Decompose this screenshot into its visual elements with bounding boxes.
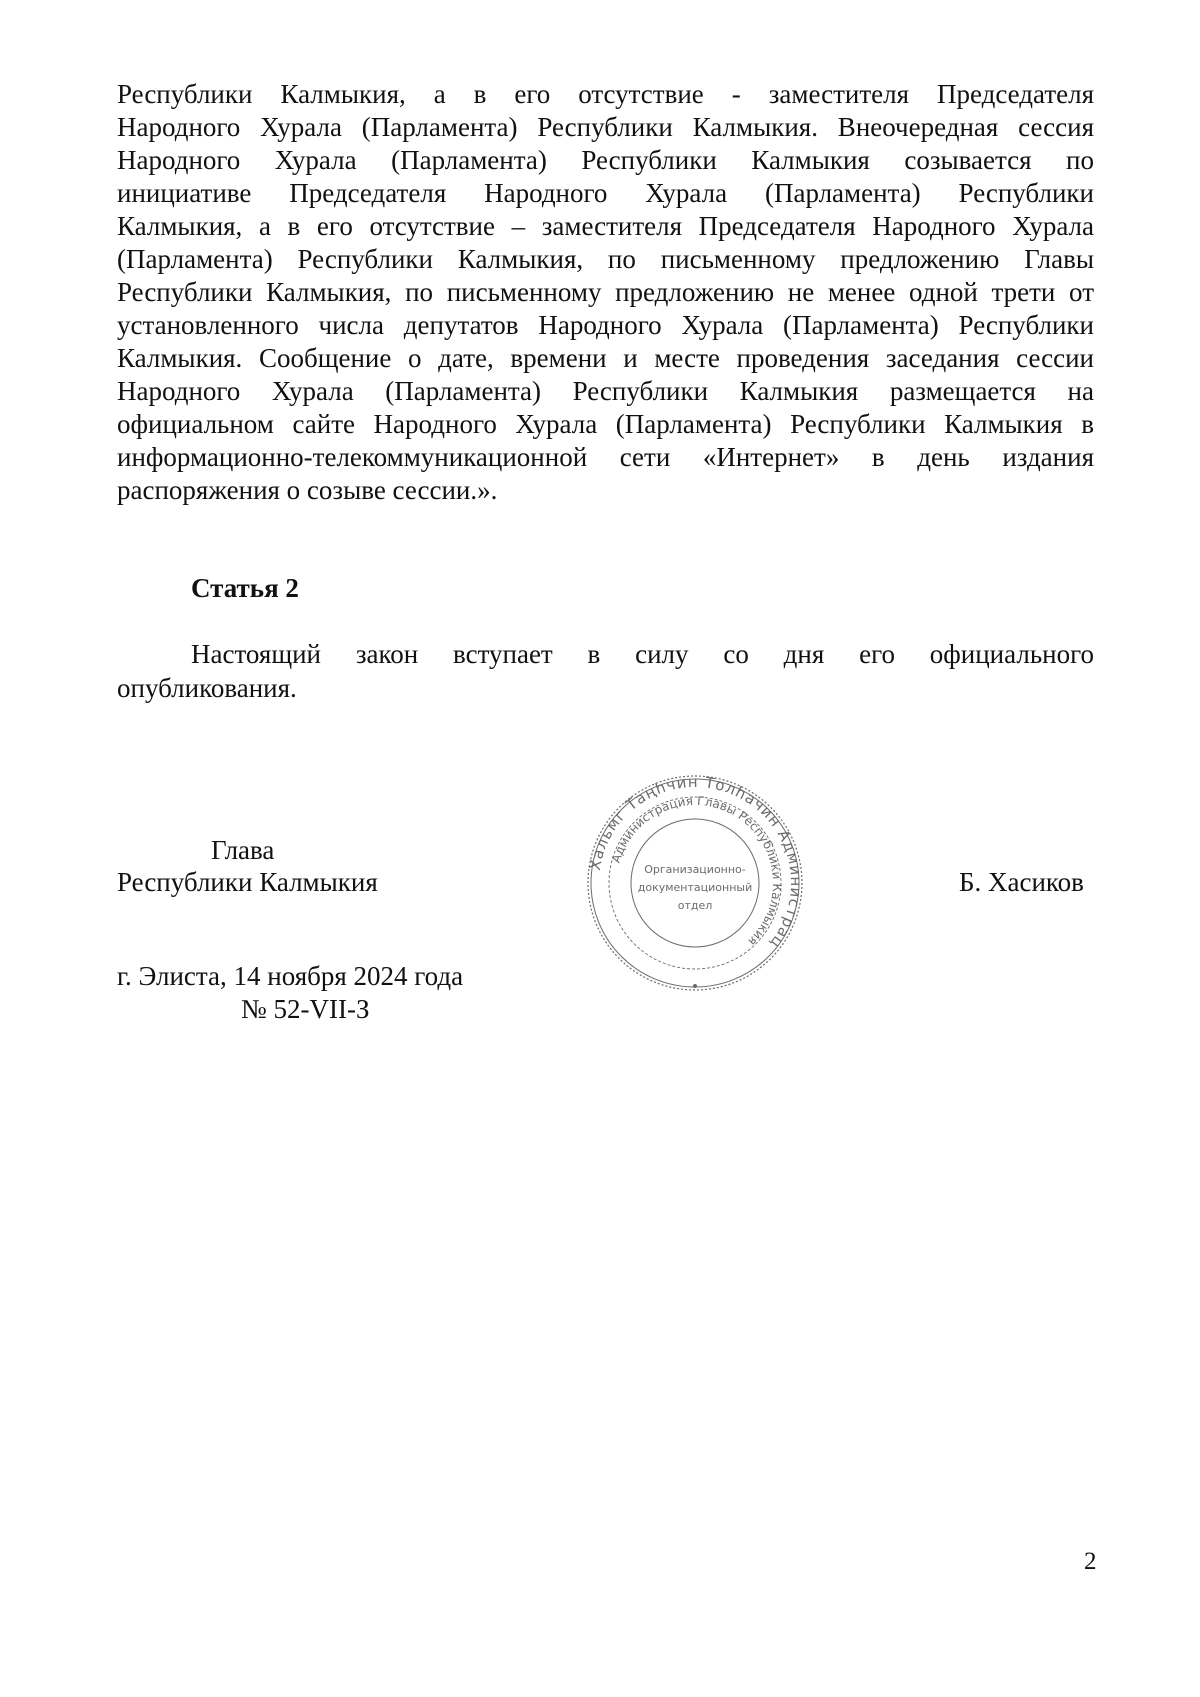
law-number: № 52-VII-З bbox=[241, 994, 370, 1024]
article-2-heading: Статья 2 bbox=[191, 573, 299, 603]
body-line: установленного числа депутатов Народного Хурала (Парламента) Республики bbox=[117, 310, 1094, 340]
body-line: официальном сайте Народного Хурала (Парламента) Республики Калмыкия в bbox=[117, 409, 1094, 439]
body-line: Народного Хурала (Парламента) Республики Калмыкия размещается на bbox=[117, 376, 1094, 406]
place-and-date: г. Элиста, 14 ноября 2024 года bbox=[117, 961, 464, 991]
stamp-center-line3: отдел bbox=[677, 899, 713, 912]
stamp-inner-ring-text: Администрация Главы Республики Калмыкия bbox=[608, 793, 785, 949]
signatory-name: Б. Хасиков bbox=[959, 867, 1084, 897]
body-line: Калмыкия, а в его отсутствие – заместителя Председателя Народного Хурала bbox=[117, 211, 1094, 241]
body-line: информационно-телекоммуникационной сети «Интернет» в день издания bbox=[117, 442, 1094, 472]
body-line: Республики Калмыкия, а в его отсутствие - заместителя Председателя bbox=[117, 79, 1094, 109]
body-line: распоряжения о созыве сессии.». bbox=[117, 475, 498, 505]
stamp-center-line1: Организационно- bbox=[644, 863, 746, 876]
stamp-star-mark bbox=[693, 984, 697, 988]
body-line: Народного Хурала (Парламента) Республики Калмыкия. Внеочередная сессия bbox=[117, 112, 1094, 142]
signatory-title-line1: Глава bbox=[211, 835, 275, 865]
signatory-title-line2: Республики Калмыкия bbox=[117, 867, 378, 897]
stamp-outer-ring-text: Хальмг Таңһчин Толһачин Администрац bbox=[585, 773, 805, 953]
official-stamp bbox=[585, 773, 805, 993]
body-line: инициативе Председателя Народного Хурала (Парламента) Республики bbox=[117, 178, 1094, 208]
body-line: Калмыкия. Сообщение о дате, времени и месте проведения заседания сессии bbox=[117, 343, 1094, 373]
article-2-text-line: Настоящий закон вступает в силу со дня его официального bbox=[191, 639, 1094, 669]
article-2-text-line: опубликования. bbox=[117, 673, 297, 703]
stamp-center-line2: документационный bbox=[637, 881, 753, 894]
page-number: 2 bbox=[1084, 1548, 1097, 1575]
body-line: Народного Хурала (Парламента) Республики Калмыкия созывается по bbox=[117, 145, 1094, 175]
body-line: (Парламента) Республики Калмыкия, по письменному предложению Главы bbox=[117, 244, 1094, 274]
body-line: Республики Калмыкия, по письменному предложению не менее одной трети от bbox=[117, 277, 1094, 307]
